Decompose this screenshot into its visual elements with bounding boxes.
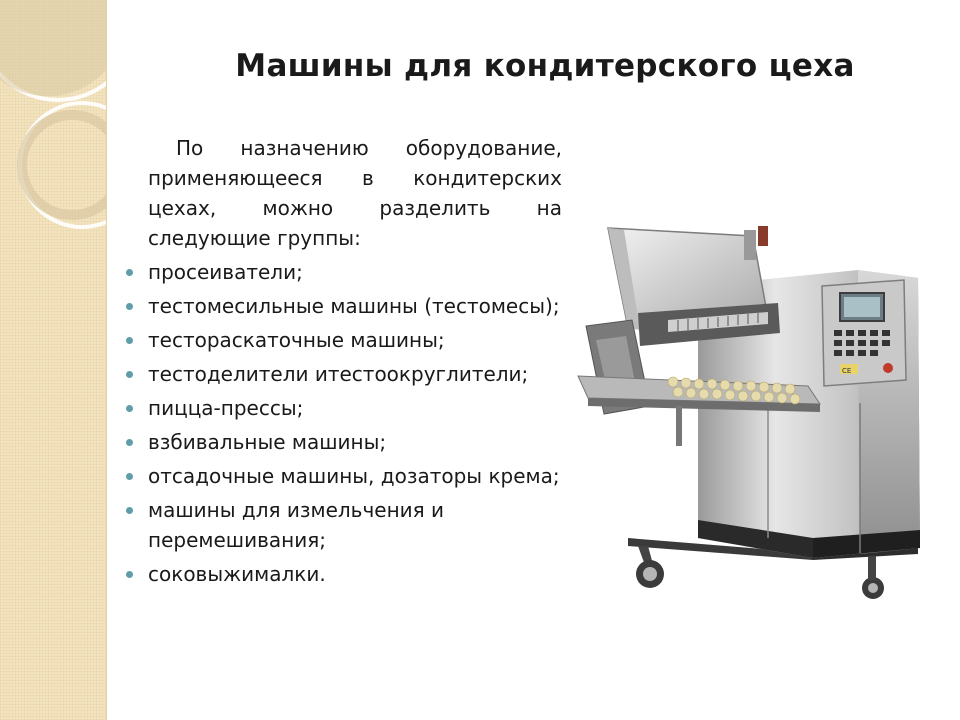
list-item-text: тестомесильные машины (тестомесы); [148, 294, 560, 318]
list-item-text: отсадочные машины, дозаторы крема; [148, 464, 560, 488]
panel-label: CE [842, 367, 852, 375]
bullet-icon [126, 571, 133, 578]
list-item [122, 291, 562, 321]
bullet-icon [126, 439, 133, 446]
bullet-icon [126, 473, 133, 480]
decorative-circles [0, 0, 106, 720]
list-item [122, 559, 562, 589]
slide-content [122, 133, 562, 593]
list-item [122, 495, 562, 555]
bullet-icon [126, 303, 133, 310]
intro-paragraph: По назначению оборудование, применяющееся в кондитерских цехах, можно разделить на следующие группы: [148, 136, 562, 250]
list-item-text: пицца-прессы; [148, 396, 304, 420]
bullet-icon [126, 337, 133, 344]
list-item [122, 257, 562, 287]
list-item [122, 393, 562, 423]
depositing-machine-illustration [568, 208, 928, 606]
machine-photo [568, 208, 928, 606]
list-item [122, 461, 562, 491]
list-item [122, 325, 562, 355]
decorative-side-strip [0, 0, 107, 720]
list-item [122, 359, 562, 389]
bullet-icon [126, 507, 133, 514]
list-item-text: тестораскаточные машины; [148, 328, 445, 352]
list-item-text: взбивальные машины; [148, 430, 387, 454]
bullet-icon [126, 269, 133, 276]
list-item-text: машины для измельчения и перемешивания; [148, 498, 445, 552]
equipment-groups-list [122, 257, 562, 589]
list-item [122, 427, 562, 457]
slide-title: Машины для кондитерского цеха [235, 48, 855, 84]
list-item-text: просеиватели; [148, 260, 303, 284]
bullet-icon [126, 405, 133, 412]
list-item-text: соковыжималки. [148, 562, 326, 586]
bullet-icon [126, 371, 133, 378]
list-item-text: тестоделители итестоокруглители; [148, 362, 529, 386]
